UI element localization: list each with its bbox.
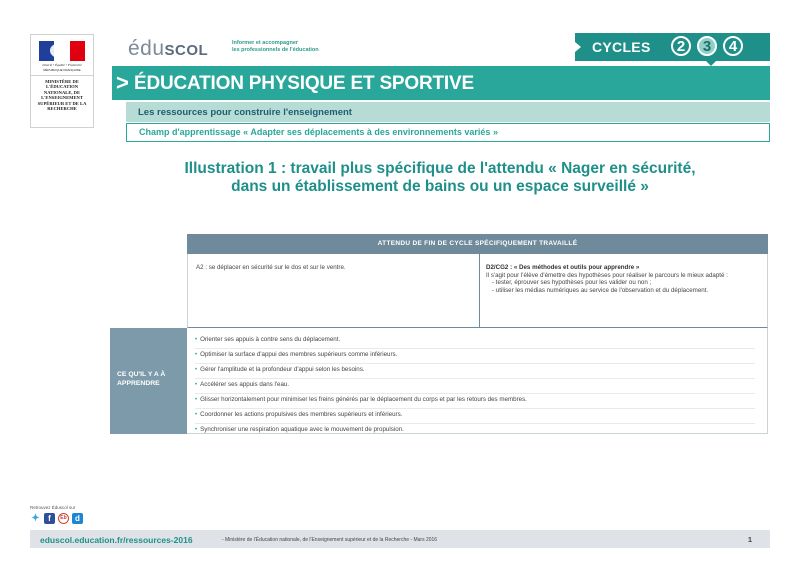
bullet-icon: • [195,426,198,433]
champ-text: Champ d'apprentissage « Adapter ses déplacements à des environnements variés » [139,127,498,137]
table-header: ATTENDU DE FIN DE CYCLE SPÉCIFIQUEMENT TRAVAILLÉ [187,234,768,254]
footer-bar [30,530,770,548]
resources-subtitle: Les ressources pour construire l'enseignement [138,107,352,118]
d2-title: D2/CG2 : « Des méthodes et outils pour apprendre » [486,264,640,271]
marianne-flag-icon [39,41,85,61]
eduscol-logo[interactable]: éduscol [128,37,209,60]
pinterest-icon[interactable]: Eb [58,513,69,524]
resources-subtitle-bar [126,102,770,122]
cycle-2-badge[interactable]: 2 [671,36,691,56]
facebook-icon[interactable]: f [44,513,55,524]
bullet-icon: • [195,381,198,388]
page-number: 1 [747,535,752,544]
arrow-right-icon [575,42,581,52]
subject-title-bar [112,66,770,100]
learn-label: CE QU'IL Y A À APPRENDRE [117,371,166,387]
footer-credits: - Ministère de l'Éducation nationale, de l'Enseignement supérieur et de la Recherche - Mars 2016 [222,536,438,543]
d2-intro: Il s'agit pour l'élève d'émettre des hypothèses pour réaliser le parcours le mieux adapté : [486,271,728,279]
list-item: • Synchroniser une respiration aquatique avec le mouvement de propulsion. [195,426,404,433]
bullet-icon: • [195,411,198,418]
d2-cell [486,264,756,294]
a2-cell: A2 : se déplacer en sécurité sur le dos et sur le ventre. [196,264,346,271]
chevron-right-icon: > [116,70,129,95]
republic-name: RÉPUBLIQUE FRANÇAISE [43,68,81,72]
list-item: • Orienter ses appuis à contre sens du déplacement. [195,334,755,349]
learn-list [195,334,755,438]
cycles-bar [575,33,770,61]
table-row-learn [187,328,768,434]
list-item: • Accélérer ses appuis dans l'eau. [195,379,755,394]
d2-list [486,279,756,294]
republic-motto: Liberté • Égalité • Fraternité [42,63,82,67]
list-item: - tester, éprouver ses hypothèses pour les valider ou non ; [498,279,756,287]
cycle-4-badge[interactable]: 4 [723,36,743,56]
ministry-logo [30,34,94,128]
champ-bar [126,123,770,142]
eduscol-tagline: Informer et accompagner les professionnels de l'éducation [232,40,319,53]
bullet-icon: • [195,336,198,343]
bullet-icon: • [195,366,198,373]
list-item: • Coordonner les actions propulsives des membres supérieurs et inférieurs. [195,409,755,424]
list-item: - utiliser les médias numériques au service de l'observation et du déplacement. [498,287,756,295]
cycle-3-badge[interactable]: 3 [697,36,717,56]
list-item: • Gérer l'amplitude et la profondeur d'appui selon les besoins. [195,364,755,379]
retrouvez-label: Retrouvez Éduscol sur [30,505,76,510]
list-item: • Glisser horizontalement pour minimiser les freins générés par le déplacement du corps et par les retours des membres. [195,394,755,409]
learn-label-cell [110,328,187,434]
illustration-heading: Illustration 1 : travail plus spécifique de l'attendu « Nager en sécurité, dans un établissement de bains ou un espace surveillé » [184,160,696,195]
eduscol-header [120,34,575,62]
list-item: • Optimiser la surface d'appui des membres supérieurs comme inférieurs. [195,349,755,364]
cycles-label: CYCLES [592,39,651,55]
social-links [30,513,83,524]
bullet-icon: • [195,396,198,403]
twitter-icon[interactable]: ✦ [31,513,40,524]
bullet-icon: • [195,351,198,358]
footer-link[interactable]: eduscol.education.fr/ressources-2016 [40,535,193,545]
dailymotion-icon[interactable]: d [72,513,83,524]
ministry-name: MINISTÈRE DE L'ÉDUCATION NATIONALE, DE L'ENSEIGNEMENT SUPÉRIEUR ET DE LA RECHERCHE [37,79,87,112]
table-row-attendu [187,254,768,328]
page-title: ÉDUCATION PHYSIQUE ET SPORTIVE [134,73,474,94]
